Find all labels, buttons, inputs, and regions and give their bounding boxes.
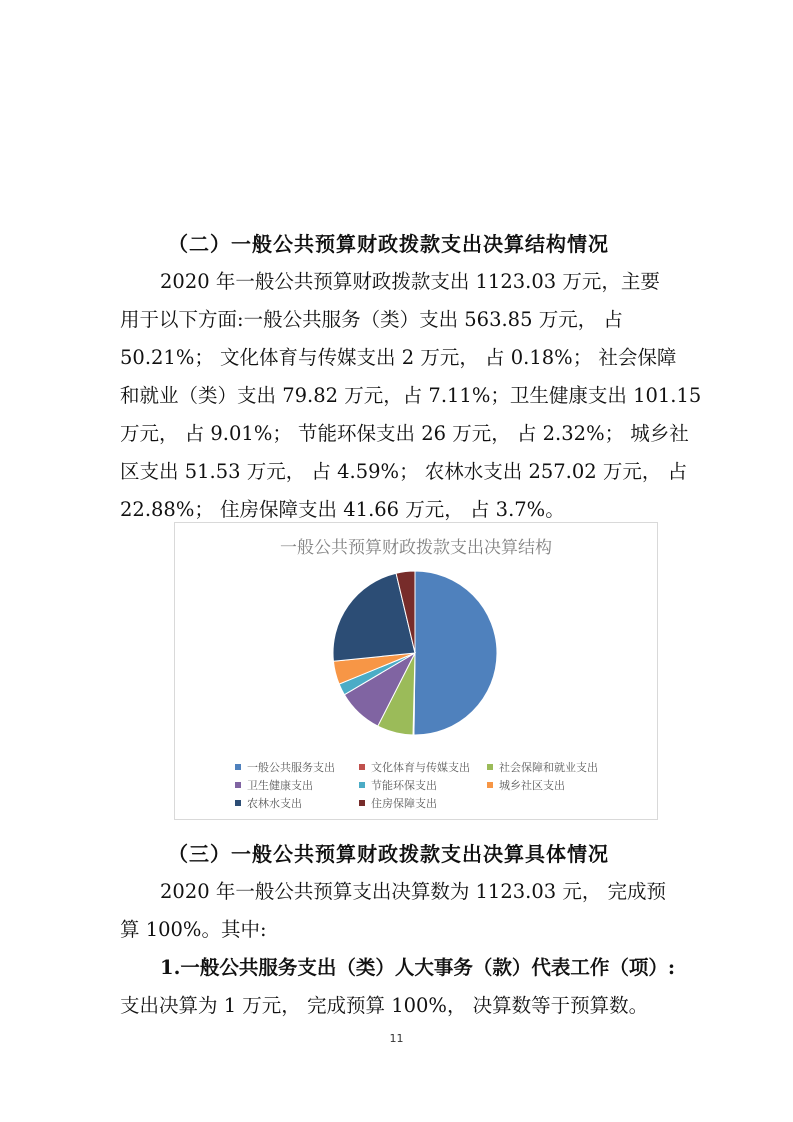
body-line: 算 100%。其中: bbox=[120, 918, 267, 941]
body-line: 区支出 51.53 万元， 占 4.59%； 农林水支出 257.02 万元， 占 bbox=[120, 460, 688, 483]
legend-swatch bbox=[235, 764, 241, 770]
pie-chart bbox=[174, 522, 658, 820]
legend-swatch bbox=[359, 764, 365, 770]
body-line: 万元， 占 9.01%； 节能环保支出 26 万元， 占 2.32%； 城乡社 bbox=[120, 422, 689, 445]
legend-swatch bbox=[235, 782, 241, 788]
body-line: 2020 年一般公共预算财政拨款支出 1123.03 万元，主要 bbox=[160, 270, 660, 293]
legend-label: 一般公共服务支出 bbox=[247, 761, 335, 774]
body-line: 2020 年一般公共预算支出决算数为 1123.03 元， 完成预 bbox=[160, 880, 667, 903]
legend-item bbox=[359, 795, 437, 811]
chart-legend bbox=[175, 523, 657, 819]
legend-label: 城乡社区支出 bbox=[499, 779, 565, 792]
legend-swatch bbox=[359, 782, 365, 788]
legend-swatch bbox=[235, 800, 241, 806]
legend-item bbox=[235, 777, 313, 793]
body-line: 22.88%； 住房保障支出 41.66 万元， 占 3.7%。 bbox=[120, 498, 565, 521]
legend-label: 节能环保支出 bbox=[371, 779, 437, 792]
section3-heading: （三）一般公共预算财政拨款支出决算具体情况 bbox=[168, 842, 609, 866]
legend-item bbox=[487, 777, 565, 793]
legend-label: 文化体育与传媒支出 bbox=[371, 761, 470, 774]
body-line: 支出决算为 1 万元， 完成预算 100%， 决算数等于预算数。 bbox=[120, 994, 649, 1017]
legend-swatch bbox=[359, 800, 365, 806]
chart-title: 一般公共预算财政拨款支出决算结构 bbox=[280, 538, 552, 558]
page-number: 11 bbox=[389, 1032, 404, 1045]
legend-item bbox=[487, 759, 598, 775]
legend-label: 农林水支出 bbox=[247, 797, 302, 810]
body-line: 50.21%； 文化体育与传媒支出 2 万元， 占 0.18%； 社会保障 bbox=[120, 346, 677, 369]
legend-label: 住房保障支出 bbox=[371, 797, 437, 810]
legend-item bbox=[235, 759, 335, 775]
legend-label: 社会保障和就业支出 bbox=[499, 761, 598, 774]
legend-item bbox=[359, 777, 437, 793]
legend-label: 卫生健康支出 bbox=[247, 779, 313, 792]
legend-swatch bbox=[487, 782, 493, 788]
item1-heading: 1.一般公共服务支出（类）人大事务（款）代表工作（项）: bbox=[160, 956, 676, 979]
body-line: 用于以下方面:一般公共服务（类）支出 563.85 万元， 占 bbox=[120, 308, 623, 331]
body-line: 和就业（类）支出 79.82 万元，占 7.11%；卫生健康支出 101.15 bbox=[120, 384, 702, 407]
legend-item bbox=[359, 759, 470, 775]
legend-swatch bbox=[487, 764, 493, 770]
section2-heading: （二）一般公共预算财政拨款支出决算结构情况 bbox=[168, 232, 609, 256]
legend-item bbox=[235, 795, 302, 811]
